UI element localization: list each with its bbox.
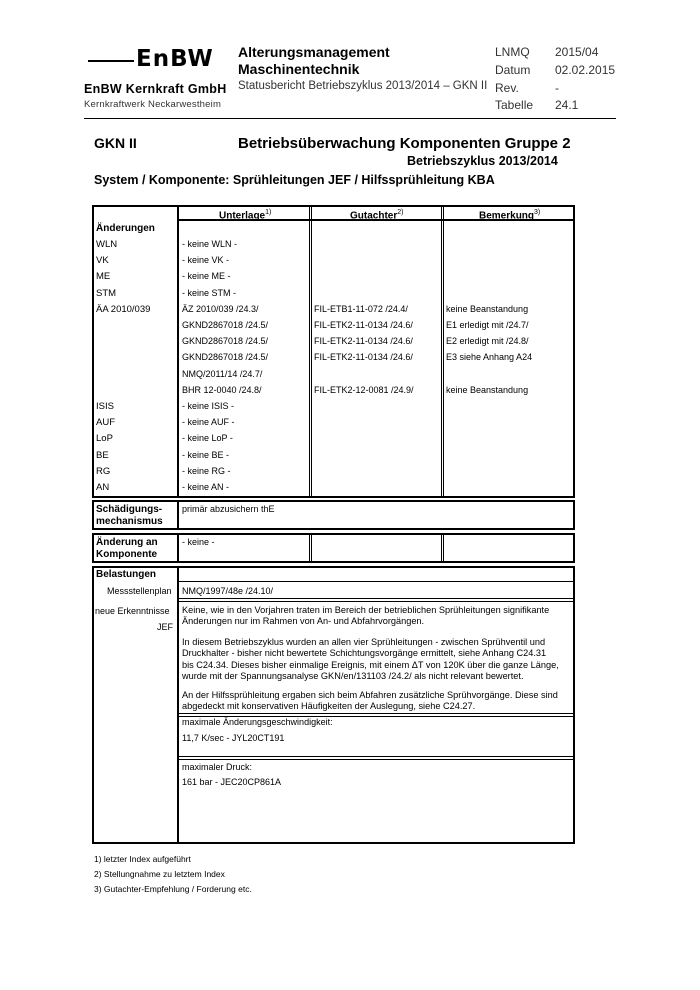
report-title-line2: Maschinentechnik	[238, 61, 360, 77]
meta-key-datum: Datum	[495, 63, 531, 77]
meta-key-lnmq: LNMQ	[495, 45, 530, 59]
messstellenplan-label: Messstellenplan	[107, 586, 172, 596]
footnote-1: 1) letzter Index aufgeführt	[94, 854, 191, 864]
erkenntnisse-label: neue Erkenntnisse	[95, 606, 170, 616]
aenderung-komponente-label-2: Komponente	[96, 549, 158, 560]
erkenntnisse-paragraph-2: In diesem Betriebszyklus wurden an allen vier Sprühleitungen - zwischen Sprühventil und Druckhalter - bisher nicht bewertete Schichtungsvorgänge ermittelt, siehe Anhang C24.31 bis C24.34. Dieses bisher einmalige Ereignis, mit einem ΔT von 120K über die ganze Länge, wurde mit der Spannungsanalyse GKN/en/131103 /24.2/ als nicht relevant bewertet.	[182, 637, 559, 681]
row-gutachter: FIL-ETB1-11-072 /24.4/	[314, 304, 408, 314]
header-divider	[84, 118, 616, 119]
row-label: STM	[96, 288, 117, 299]
footnote-3: 3) Gutachter-Empfehlung / Forderung etc.	[94, 884, 252, 894]
row-unterlage: GKND2867018 /24.5/	[182, 320, 269, 330]
company-name: EnBW Kernkraft GmbH	[84, 82, 227, 96]
system-label: System / Komponente: Sprühleitungen JEF / Hilfssprühleitung KBA	[94, 173, 495, 187]
row-bemerkung: E1 erledigt mit /24.7/	[446, 320, 529, 330]
row-label: WLN	[96, 239, 118, 250]
schaedigung-value: primär abzusichern thE	[182, 504, 275, 514]
meta-value-rev: -	[555, 81, 559, 95]
row-bemerkung: E3 siehe Anhang A24	[446, 352, 533, 362]
meta-key-tabelle: Tabelle	[495, 98, 534, 112]
row-label: ME	[96, 271, 111, 282]
row-bemerkung: keine Beanstandung	[446, 385, 529, 395]
row-unterlage: BHR 12-0040 /24.8/	[182, 385, 262, 395]
row-unterlage: - keine ISIS -	[182, 401, 235, 411]
row-unterlage: - keine RG -	[182, 466, 231, 476]
schaedigung-label-2: mechanismus	[96, 516, 163, 527]
footnote-2: 2) Stellungnahme zu letztem Index	[94, 869, 225, 879]
erkenntnisse-jef-label: JEF	[157, 622, 174, 632]
row-unterlage: - keine STM -	[182, 288, 237, 298]
row-label: ISIS	[96, 401, 114, 412]
row-label: AUF	[96, 417, 115, 428]
row-unterlage: - keine BE -	[182, 450, 230, 460]
row-unterlage: - keine AUF -	[182, 417, 235, 427]
schaedigung-label-1: Schädigungs-	[96, 504, 163, 515]
erkenntnisse-paragraph-3: An der Hilfssprühleitung ergaben sich beim Abfahren zusätzliche Sprühvorgänge. Diese sind abgedeckt mit konservativen Häufigkeiten der Auslegung, siehe C24.27.	[182, 690, 558, 712]
aenderung-komponente-label-1: Änderung an	[96, 537, 158, 548]
meta-value-tabelle: 24.1	[555, 98, 579, 112]
row-label: RG	[96, 466, 111, 477]
max-pressure-label: maximaler Druck:	[182, 762, 253, 772]
aenderung-komponente-value: - keine -	[182, 537, 215, 547]
belastungen-heading: Belastungen	[96, 569, 157, 580]
report-subtitle: Statusbericht Betriebszyklus 2013/2014 – GKN II	[238, 80, 488, 92]
meta-value-datum: 02.02.2015	[555, 63, 616, 77]
row-unterlage: ÄZ 2010/039 /24.3/	[182, 304, 259, 314]
logo-line	[88, 60, 134, 62]
row-unterlage: - keine AN -	[182, 482, 230, 492]
row-gutachter: FIL-ETK2-11-0134 /24.6/	[314, 320, 413, 330]
row-label: BE	[96, 450, 109, 461]
row-bemerkung: keine Beanstandung	[446, 304, 529, 314]
messstellenplan-value: NMQ/1997/48e /24.10/	[182, 586, 274, 596]
plant-name: Kernkraftwerk Neckarwestheim	[84, 99, 222, 110]
row-gutachter: FIL-ETK2-12-0081 /24.9/	[314, 385, 414, 395]
row-label: VK	[96, 255, 109, 266]
column-header-gutachter: Gutachter$^{2)}$	[350, 209, 404, 222]
row-bemerkung: E2 erledigt mit /24.8/	[446, 336, 529, 346]
row-unterlage: GKND2867018 /24.5/	[182, 336, 269, 346]
row-unterlage: NMQ/2011/14 /24.7/	[182, 369, 263, 379]
row-label: LoP	[96, 433, 113, 444]
column-header-bemerkung: Bemerkung$^{3)}$	[479, 209, 541, 222]
column-header-unterlage: Unterlage$^{1)}$	[219, 209, 272, 222]
erkenntnisse-paragraph-1: Keine, wie in den Vorjahren traten im Bereich der betrieblichen Sprühleitungen signifikante Änderungen nur im Rahmen von An- und Abfahrvorgängen.	[182, 605, 550, 627]
row-unterlage: - keine WLN -	[182, 239, 238, 249]
max-pressure-value: 161 bar - JEC20CP861A	[182, 777, 282, 787]
row-unterlage: - keine VK -	[182, 255, 230, 265]
row-gutachter: FIL-ETK2-11-0134 /24.6/	[314, 352, 413, 362]
row-unterlage: - keine ME -	[182, 271, 231, 281]
report-title-line1: Alterungsmanagement	[238, 44, 390, 60]
cycle-label: Betriebszyklus 2013/2014	[407, 154, 558, 168]
max-rate-value: 11,7 K/sec - JYL20CT191	[182, 733, 285, 743]
meta-key-rev: Rev.	[495, 81, 519, 95]
meta-value-lnmq: 2015/04	[555, 45, 599, 59]
row-label: AN	[96, 482, 110, 493]
unit-label: GKN II	[94, 135, 137, 151]
aenderungen-heading: Änderungen	[96, 223, 155, 234]
page-heading: Betriebsüberwachung Komponenten Gruppe 2	[238, 135, 571, 152]
row-unterlage: GKND2867018 /24.5/	[182, 352, 269, 362]
schaedigung-table	[92, 500, 575, 530]
max-rate-label: maximale Änderungsgeschwindigkeit:	[182, 717, 333, 727]
row-label: ÄA 2010/039	[96, 304, 151, 315]
row-unterlage: - keine LoP -	[182, 433, 233, 443]
row-gutachter: FIL-ETK2-11-0134 /24.6/	[314, 336, 413, 346]
enbw-logo: EnBW	[136, 46, 214, 72]
aenderung-komponente-table	[92, 533, 575, 563]
